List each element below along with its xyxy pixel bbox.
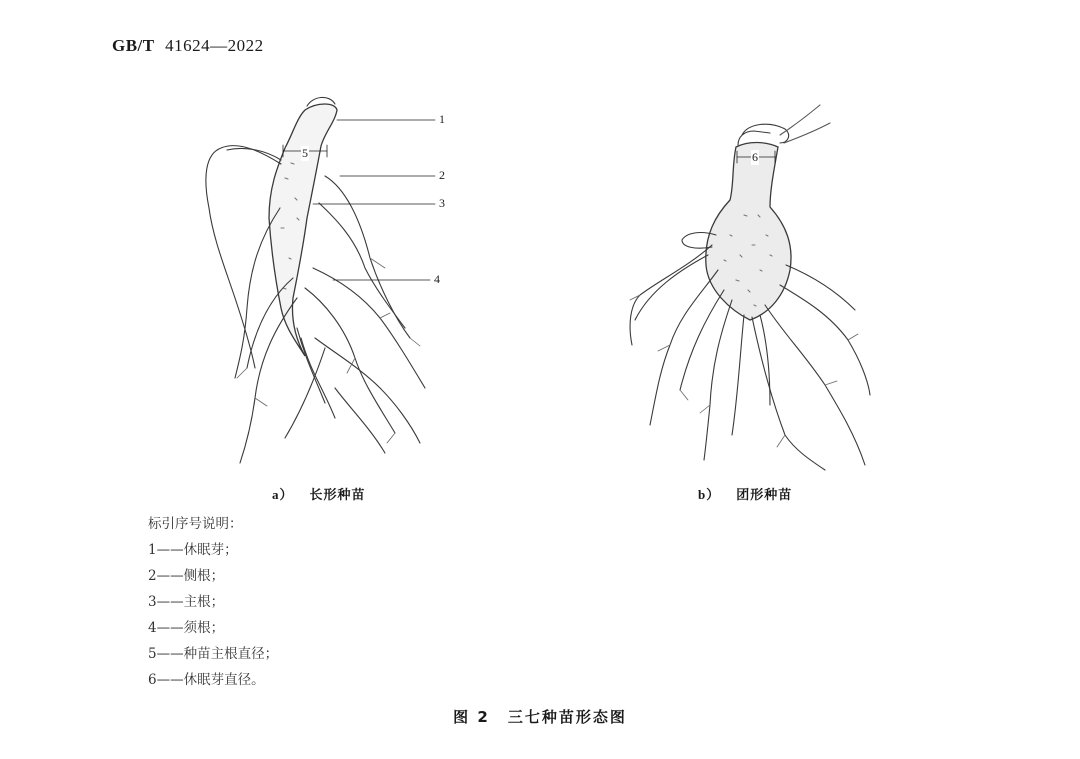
elongated-seedling-drawing xyxy=(185,88,475,473)
legend xyxy=(148,511,278,693)
legend-item: 2——侧根； xyxy=(148,568,225,584)
callout-4: 4 xyxy=(434,272,440,286)
legend-item: 6——休眠芽直径。 xyxy=(148,672,265,688)
callout-5: 5 xyxy=(302,146,308,160)
legend-title: 标引序号说明： xyxy=(148,516,243,532)
legend-item: 3——主根； xyxy=(148,594,225,610)
legend-item: 5——种苗主根直径； xyxy=(148,646,279,662)
figure-b-illustration xyxy=(620,95,875,475)
figure-caption xyxy=(0,706,1080,727)
subcaption-b xyxy=(698,484,792,503)
rounded-seedling-drawing xyxy=(620,95,875,475)
legend-item: 4——须根； xyxy=(148,620,225,636)
figure-title: 三七种苗形态图 xyxy=(507,708,627,726)
figure-number: 图 2 xyxy=(453,708,490,726)
callout-6: 6 xyxy=(752,150,758,164)
standard-code: GB/T xyxy=(112,36,155,55)
subcaption-a-label: a） xyxy=(272,487,294,502)
standard-header xyxy=(112,36,264,56)
subcaption-b-text: 团形种苗 xyxy=(736,488,793,503)
callout-2: 2 xyxy=(439,168,445,182)
subcaption-b-label: b） xyxy=(698,487,721,502)
standard-number: 41624—2022 xyxy=(165,36,264,55)
subcaption-a xyxy=(272,484,366,503)
figure-a-illustration xyxy=(185,88,475,473)
callout-3: 3 xyxy=(439,196,445,210)
subcaption-a-text: 长形种苗 xyxy=(309,488,366,503)
legend-item: 1——休眠芽； xyxy=(148,542,238,558)
callout-1: 1 xyxy=(439,112,445,126)
